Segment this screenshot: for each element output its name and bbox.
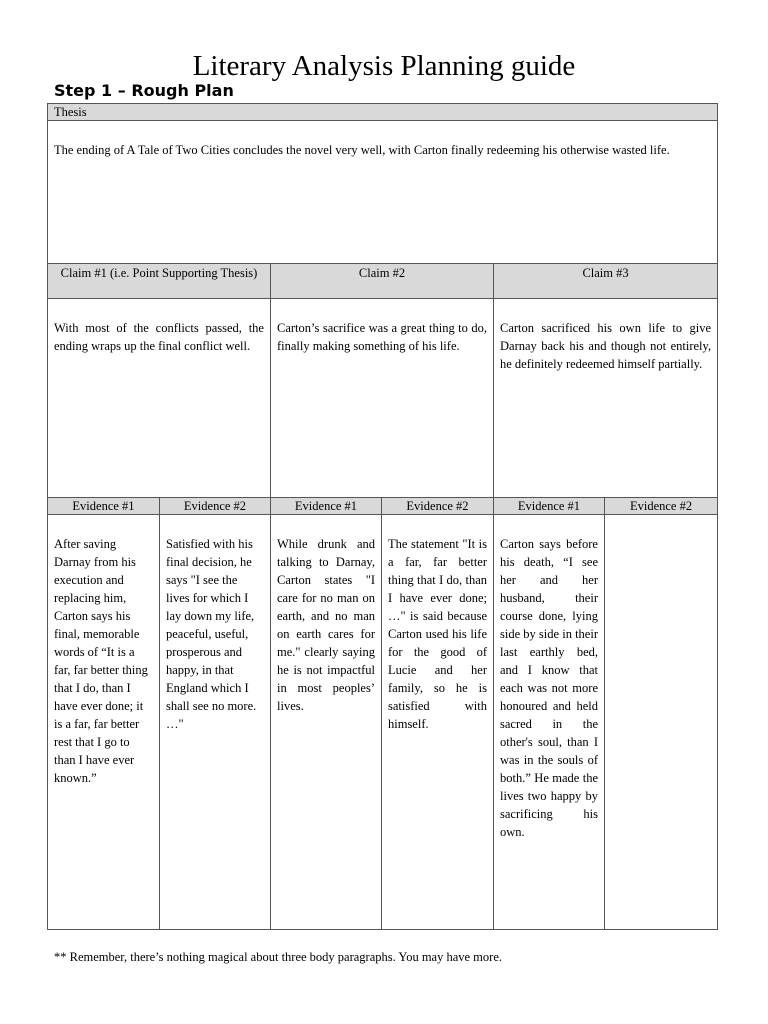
claim-1-evidence-1-label: Evidence #1 (48, 498, 160, 515)
claim-3-label: Claim #3 (494, 264, 718, 299)
footnote: ** Remember, there’s nothing magical about three body paragraphs. You may have more. (54, 950, 502, 964)
claim-1-evidence-2-text[interactable]: Satisfied with his final decision, he says "I see the lives for which I lay down my life, peaceful, useful, prosperous and happy, in that England which I shall see no more. …" (160, 515, 271, 930)
claim-2-evidence-2-text[interactable]: The statement "It is a far, far better thing that I do, than I have ever done; …" is said because Carton used his life for the good of Lucie and her family, so he is satisfied with himself. (382, 515, 494, 930)
claim-2-evidence-1-label: Evidence #1 (271, 498, 382, 515)
claim-3-evidence-2-label: Evidence #2 (605, 498, 718, 515)
thesis-text[interactable]: The ending of A Tale of Two Cities concludes the novel very well, with Carton finally redeeming his otherwise wasted life. (48, 121, 718, 264)
page-title: Literary Analysis Planning guide (192, 50, 576, 82)
claim-1-evidence-1-text[interactable]: After saving Darnay from his execution and replacing him, Carton says his final, memorable words of “It is a far, far better thing that I do, than I have ever done; it is a far, far better rest that I go to than I have ever known.” (48, 515, 160, 930)
claim-1-evidence-2-label: Evidence #2 (160, 498, 271, 515)
claim-2-text[interactable]: Carton’s sacrifice was a great thing to do, finally making something of his life. (271, 299, 494, 498)
claim-3-evidence-1-label: Evidence #1 (494, 498, 605, 515)
claim-3-evidence-2-text[interactable] (605, 515, 718, 930)
thesis-label: Thesis (48, 104, 718, 121)
planning-table (47, 103, 718, 930)
step-heading: Step 1 – Rough Plan (54, 81, 234, 100)
claim-1-label: Claim #1 (i.e. Point Supporting Thesis) (48, 264, 271, 299)
claim-2-label: Claim #2 (271, 264, 494, 299)
claim-3-evidence-1-text[interactable]: Carton says before his death, “I see her and her husband, their course done, lying side by side in their last earthly bed, and I know that each was not more honoured and held sacred in the other's soul, than I was in the souls of both.” He made the lives two happy by sacrificing his own. (494, 515, 605, 930)
claim-3-text[interactable]: Carton sacrificed his own life to give Darnay back his and though not entirely, he definitely redeemed himself partially. (494, 299, 718, 498)
claim-2-evidence-2-label: Evidence #2 (382, 498, 494, 515)
claim-1-text[interactable]: With most of the conflicts passed, the ending wraps up the final conflict well. (48, 299, 271, 498)
claim-2-evidence-1-text[interactable]: While drunk and talking to Darnay, Carton states "I care for no man on earth, and no man on earth cares for me." clearly saying he is not impactful in most peoples’ lives. (271, 515, 382, 930)
